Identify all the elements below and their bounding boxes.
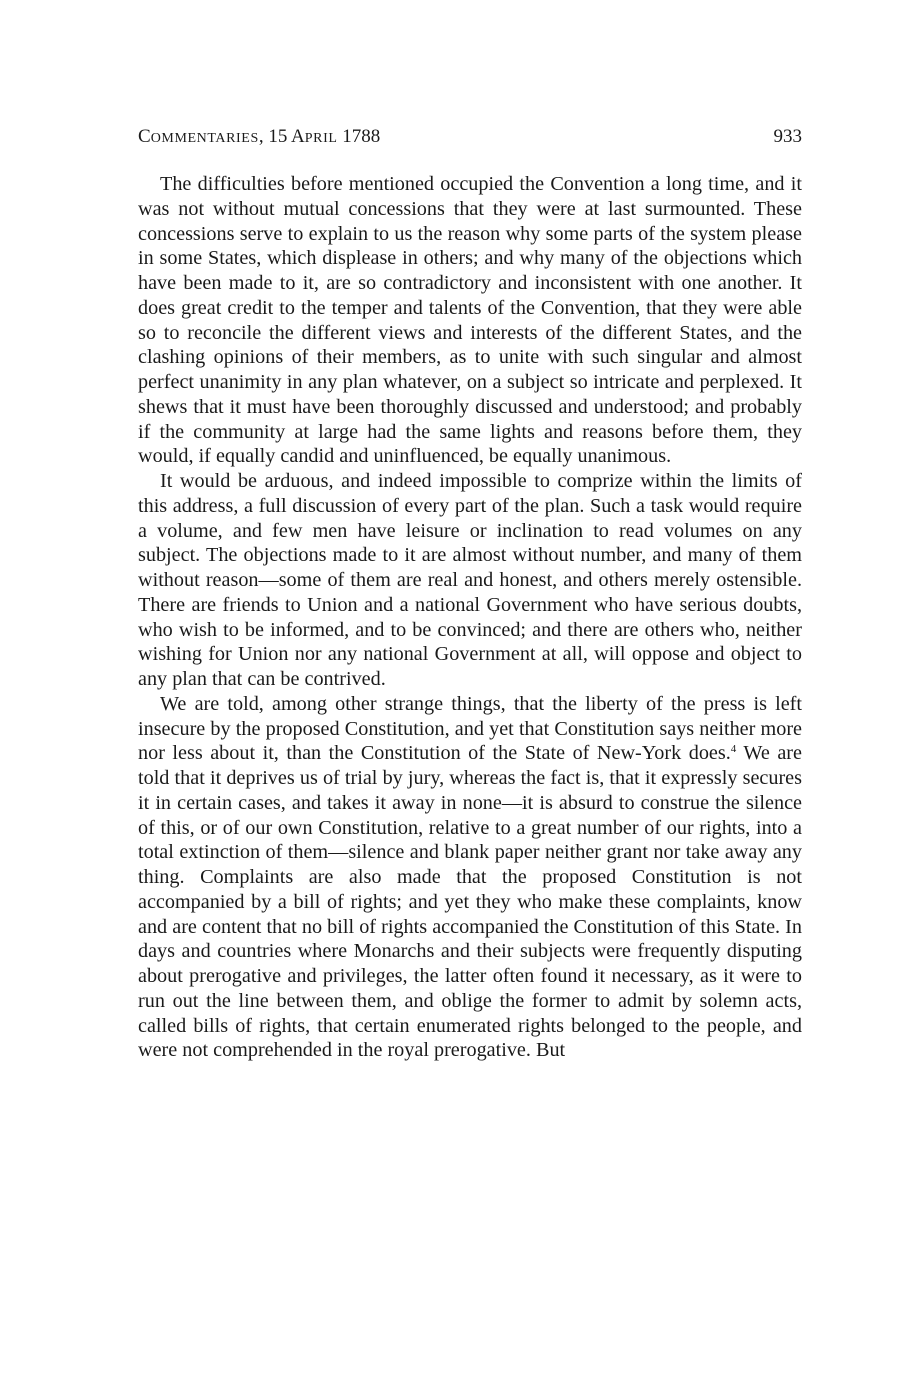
paragraph [138,692,802,1063]
page-number: 933 [773,126,802,147]
running-head-title: COMMENTARIES, 15 APRIL 1788 [138,126,381,147]
paragraph: The difficulties before mentioned occupied the Convention a long time, and it was not without mutual concessions that they were at last surmounted. These concessions serve to explain to us the reason why some parts of the system please in some States, which displease in others; and why many of the objections which have been made to it, are so contradictory and inconsistent with one another. It does great credit to the temper and talents of the Convention, that they were able so to reconcile the different views and interests of the different States, and the clashing opinions of their members, as to unite with such singular and almost perfect unanimity in any plan whatever, on a subject so intricate and perplexed. It shews that it must have been thoroughly discussed and understood; and probably if the community at large had the same lights and reasons before them, they would, if equally candid and uninfluenced, be equally unanimous. [138,173,802,468]
paragraph-text: We are told that it deprives us of trial by jury, whereas the fact is, that it expressly secures it in certain cases, and takes it away in none—it is absurd to construe the silence of this, or of our own Constitution, relative to a great number of our rights, into a total extinction of them—silence and blank paper neither grant nor take away any thing. Complaints are also made that the proposed Constitution is not accompanied by a bill of rights; and yet they who make these complaints, know and are content that no bill of rights accompanied the Constitution of this State. In days and countries where Monarchs and their subjects were frequently disputing about prerogative and privileges, the latter often found it necessary, as it were to run out the line between them, and oblige the former to admit by solemn acts, called bills of rights, that certain enumerated rights belonged to the people, and were not comprehended in the royal prerogative. But [138,742,802,1062]
paragraph: It would be arduous, and indeed impossible to comprize within the limits of this address, a full discussion of every part of the plan. Such a task would require a volume, and few men have leisure or inclination to read volumes on any subject. The objections made to it are almost without number, and many of them without reason—some of them are real and honest, and others merely ostensible. There are friends to Union and a national Government who have serious doubts, who wish to be informed, and to be convinced; and there are others who, neither wishing for Union nor any national Government at all, will oppose and object to any plan that can be contrived. [138,470,802,690]
body-text [138,172,802,1063]
running-head [138,124,802,150]
paragraph-text: We are told, among other strange things, that the liberty of the press is left insecure by the proposed Constitution, and yet that Constitution says neither more nor less about it, than the Constitution of the State of New-York does. [138,692,802,765]
footnote-marker[interactable]: 4 [730,743,737,756]
